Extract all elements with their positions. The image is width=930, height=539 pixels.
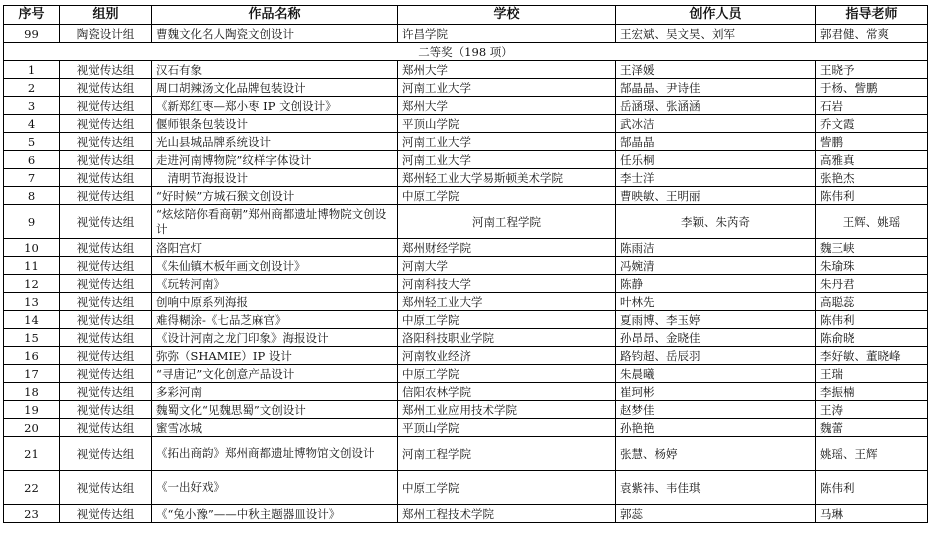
cell-group: 视觉传达组 bbox=[60, 205, 152, 239]
cell-number: 8 bbox=[4, 187, 60, 205]
table-row bbox=[4, 505, 928, 523]
cell-group: 视觉传达组 bbox=[60, 437, 152, 471]
cell-group: 视觉传达组 bbox=[60, 169, 152, 187]
cell-title: “好时候”方城石猴文创设计 bbox=[152, 187, 398, 205]
cell-number: 16 bbox=[4, 347, 60, 365]
cell-creators: 李士洋 bbox=[616, 169, 816, 187]
section-row bbox=[4, 43, 928, 61]
table-row bbox=[4, 187, 928, 205]
table-row bbox=[4, 169, 928, 187]
cell-advisor: 陈伟利 bbox=[816, 471, 928, 505]
cell-number: 11 bbox=[4, 257, 60, 275]
cell-advisor: 訾鹏 bbox=[816, 133, 928, 151]
cell-advisor: 魏蕾 bbox=[816, 419, 928, 437]
table-row bbox=[4, 97, 928, 115]
cell-advisor: 马琳 bbox=[816, 505, 928, 523]
cell-advisor: 王瑞 bbox=[816, 365, 928, 383]
cell-group: 视觉传达组 bbox=[60, 383, 152, 401]
cell-advisor: 张艳杰 bbox=[816, 169, 928, 187]
cell-title: 偃师银条包装设计 bbox=[152, 115, 398, 133]
cell-group: 视觉传达组 bbox=[60, 151, 152, 169]
table-row bbox=[4, 239, 928, 257]
cell-group: 视觉传达组 bbox=[60, 329, 152, 347]
table-row bbox=[4, 401, 928, 419]
cell-group: 陶瓷设计组 bbox=[60, 25, 152, 43]
cell-group: 视觉传达组 bbox=[60, 257, 152, 275]
cell-school: 中原工学院 bbox=[398, 365, 616, 383]
cell-group: 视觉传达组 bbox=[60, 419, 152, 437]
cell-group: 视觉传达组 bbox=[60, 505, 152, 523]
cell-school: 郑州轻工业大学 bbox=[398, 293, 616, 311]
table-row bbox=[4, 293, 928, 311]
cell-creators: 郭蕊 bbox=[616, 505, 816, 523]
cell-creators: 李颖、朱芮奇 bbox=[616, 205, 816, 239]
cell-title: 洛阳宫灯 bbox=[152, 239, 398, 257]
table-row bbox=[4, 25, 928, 43]
cell-creators: 崔珂彬 bbox=[616, 383, 816, 401]
cell-advisor: 王晓予 bbox=[816, 61, 928, 79]
cell-creators: 任乐桐 bbox=[616, 151, 816, 169]
cell-creators: 叶林先 bbox=[616, 293, 816, 311]
header-row bbox=[4, 6, 928, 25]
cell-number: 23 bbox=[4, 505, 60, 523]
cell-group: 视觉传达组 bbox=[60, 347, 152, 365]
cell-number: 5 bbox=[4, 133, 60, 151]
cell-number: 6 bbox=[4, 151, 60, 169]
cell-creators: 王泽媛 bbox=[616, 61, 816, 79]
cell-title: 《新郑红枣—郑小枣 IP 文创设计》 bbox=[152, 97, 398, 115]
cell-school: 平顶山学院 bbox=[398, 419, 616, 437]
awards-table-wrapper bbox=[3, 5, 927, 523]
cell-group: 视觉传达组 bbox=[60, 275, 152, 293]
cell-advisor: 乔文霞 bbox=[816, 115, 928, 133]
table-row bbox=[4, 133, 928, 151]
cell-school: 河南工程学院 bbox=[398, 205, 616, 239]
cell-group: 视觉传达组 bbox=[60, 293, 152, 311]
section-title: 二等奖（198 项） bbox=[4, 43, 928, 61]
cell-creators: 赵梦佳 bbox=[616, 401, 816, 419]
cell-advisor: 陈俞晓 bbox=[816, 329, 928, 347]
cell-title: 《玩转河南》 bbox=[152, 275, 398, 293]
cell-advisor: 石岩 bbox=[816, 97, 928, 115]
cell-number: 13 bbox=[4, 293, 60, 311]
cell-creators: 冯婉清 bbox=[616, 257, 816, 275]
cell-group: 视觉传达组 bbox=[60, 115, 152, 133]
cell-advisor: 陈伟利 bbox=[816, 311, 928, 329]
table-body bbox=[4, 25, 928, 523]
cell-creators: 曹映敏、王明丽 bbox=[616, 187, 816, 205]
cell-school: 信阳农林学院 bbox=[398, 383, 616, 401]
table-row bbox=[4, 151, 928, 169]
cell-number: 1 bbox=[4, 61, 60, 79]
cell-advisor: 高雅真 bbox=[816, 151, 928, 169]
cell-title: 《朱仙镇木板年画文创设计》 bbox=[152, 257, 398, 275]
table-row bbox=[4, 419, 928, 437]
header-group: 组别 bbox=[60, 6, 152, 25]
cell-school: 河南工业大学 bbox=[398, 133, 616, 151]
cell-creators: 孙艳艳 bbox=[616, 419, 816, 437]
cell-advisor: 于杨、訾鹏 bbox=[816, 79, 928, 97]
table-row bbox=[4, 61, 928, 79]
header-advisor: 指导老师 bbox=[816, 6, 928, 25]
cell-creators: 路钧超、岳辰羽 bbox=[616, 347, 816, 365]
cell-number: 19 bbox=[4, 401, 60, 419]
cell-creators: 王宏斌、吴文昊、刘军 bbox=[616, 25, 816, 43]
cell-creators: 袁紫祎、韦佳琪 bbox=[616, 471, 816, 505]
cell-title: 《拓出商韵》郑州商都遗址博物馆文创设计 bbox=[152, 437, 398, 471]
cell-school: 郑州工程技术学院 bbox=[398, 505, 616, 523]
cell-advisor: 高聪蕊 bbox=[816, 293, 928, 311]
table-row bbox=[4, 257, 928, 275]
cell-advisor: 王辉、姚瑶 bbox=[816, 205, 928, 239]
cell-group: 视觉传达组 bbox=[60, 97, 152, 115]
cell-school: 河南工程学院 bbox=[398, 437, 616, 471]
header-school: 学校 bbox=[398, 6, 616, 25]
cell-title: 多彩河南 bbox=[152, 383, 398, 401]
cell-number: 2 bbox=[4, 79, 60, 97]
cell-title: 走进河南博物院”纹样字体设计 bbox=[152, 151, 398, 169]
table-row bbox=[4, 329, 928, 347]
cell-title: 创响中原系列海报 bbox=[152, 293, 398, 311]
header-creators: 创作人员 bbox=[616, 6, 816, 25]
cell-advisor: 李振楠 bbox=[816, 383, 928, 401]
cell-number: 12 bbox=[4, 275, 60, 293]
cell-school: 河南牧业经济 bbox=[398, 347, 616, 365]
cell-group: 视觉传达组 bbox=[60, 239, 152, 257]
cell-creators: 张慧、杨婷 bbox=[616, 437, 816, 471]
cell-creators: 岳涵璟、张涵涵 bbox=[616, 97, 816, 115]
table-row bbox=[4, 437, 928, 471]
cell-number: 10 bbox=[4, 239, 60, 257]
cell-title: 魏蜀文化“见魏思蜀”文创设计 bbox=[152, 401, 398, 419]
cell-title: 《一出好戏》 bbox=[152, 471, 398, 505]
cell-number: 4 bbox=[4, 115, 60, 133]
cell-group: 视觉传达组 bbox=[60, 471, 152, 505]
cell-advisor: 郭君健、常爽 bbox=[816, 25, 928, 43]
cell-advisor: 魏三峡 bbox=[816, 239, 928, 257]
cell-number: 9 bbox=[4, 205, 60, 239]
cell-number: 99 bbox=[4, 25, 60, 43]
cell-school: 许昌学院 bbox=[398, 25, 616, 43]
table-row bbox=[4, 275, 928, 293]
cell-school: 中原工学院 bbox=[398, 187, 616, 205]
cell-title: 汉石有象 bbox=[152, 61, 398, 79]
cell-advisor: 姚瑶、王辉 bbox=[816, 437, 928, 471]
table-row bbox=[4, 79, 928, 97]
cell-school: 河南工业大学 bbox=[398, 151, 616, 169]
cell-number: 20 bbox=[4, 419, 60, 437]
cell-school: 中原工学院 bbox=[398, 471, 616, 505]
cell-school: 洛阳科技职业学院 bbox=[398, 329, 616, 347]
cell-advisor: 陈伟利 bbox=[816, 187, 928, 205]
cell-title: “寻唐记”文化创意产品设计 bbox=[152, 365, 398, 383]
cell-creators: 朱晨曦 bbox=[616, 365, 816, 383]
cell-title: “炫炫陪你看商朝”郑州商都遗址博物院文创设计 bbox=[152, 205, 398, 239]
cell-title: 《设计河南之龙门印象》海报设计 bbox=[152, 329, 398, 347]
cell-school: 郑州轻工业大学易斯顿美术学院 bbox=[398, 169, 616, 187]
cell-group: 视觉传达组 bbox=[60, 311, 152, 329]
cell-group: 视觉传达组 bbox=[60, 365, 152, 383]
cell-creators: 夏雨博、李玉婷 bbox=[616, 311, 816, 329]
cell-creators: 孙昂昂、金晓佳 bbox=[616, 329, 816, 347]
cell-group: 视觉传达组 bbox=[60, 401, 152, 419]
cell-school: 河南大学 bbox=[398, 257, 616, 275]
table-row bbox=[4, 347, 928, 365]
cell-school: 河南工业大学 bbox=[398, 79, 616, 97]
cell-advisor: 李好敏、董晓峰 bbox=[816, 347, 928, 365]
cell-number: 22 bbox=[4, 471, 60, 505]
table-row bbox=[4, 471, 928, 505]
cell-school: 河南科技大学 bbox=[398, 275, 616, 293]
cell-school: 平顶山学院 bbox=[398, 115, 616, 133]
cell-advisor: 朱瑜珠 bbox=[816, 257, 928, 275]
cell-number: 3 bbox=[4, 97, 60, 115]
cell-school: 郑州财经学院 bbox=[398, 239, 616, 257]
cell-title: 弥弥（SHAMIE）IP 设计 bbox=[152, 347, 398, 365]
cell-title: 难得糊涂-《七品芝麻官》 bbox=[152, 311, 398, 329]
cell-creators: 郜晶晶 bbox=[616, 133, 816, 151]
awards-table bbox=[3, 5, 928, 523]
cell-school: 郑州大学 bbox=[398, 97, 616, 115]
table-row bbox=[4, 205, 928, 239]
cell-title: 周口胡辣汤文化品牌包装设计 bbox=[152, 79, 398, 97]
cell-title: 曹魏文化名人陶瓷文创设计 bbox=[152, 25, 398, 43]
cell-group: 视觉传达组 bbox=[60, 133, 152, 151]
cell-number: 7 bbox=[4, 169, 60, 187]
cell-group: 视觉传达组 bbox=[60, 187, 152, 205]
cell-number: 18 bbox=[4, 383, 60, 401]
table-row bbox=[4, 365, 928, 383]
cell-group: 视觉传达组 bbox=[60, 79, 152, 97]
cell-advisor: 王涛 bbox=[816, 401, 928, 419]
cell-number: 14 bbox=[4, 311, 60, 329]
cell-title: 清明节海报设计 bbox=[152, 169, 398, 187]
cell-creators: 武冰洁 bbox=[616, 115, 816, 133]
cell-advisor: 朱丹君 bbox=[816, 275, 928, 293]
cell-title: 光山县城品牌系统设计 bbox=[152, 133, 398, 151]
cell-creators: 陈雨洁 bbox=[616, 239, 816, 257]
cell-number: 21 bbox=[4, 437, 60, 471]
cell-school: 郑州大学 bbox=[398, 61, 616, 79]
header-title: 作品名称 bbox=[152, 6, 398, 25]
cell-title: 《“兔小豫”——中秋主题器皿设计》 bbox=[152, 505, 398, 523]
header-number: 序号 bbox=[4, 6, 60, 25]
table-row bbox=[4, 311, 928, 329]
table-row bbox=[4, 383, 928, 401]
cell-group: 视觉传达组 bbox=[60, 61, 152, 79]
cell-number: 17 bbox=[4, 365, 60, 383]
cell-creators: 陈静 bbox=[616, 275, 816, 293]
cell-school: 中原工学院 bbox=[398, 311, 616, 329]
table-row bbox=[4, 115, 928, 133]
cell-creators: 郜晶晶、尹诗佳 bbox=[616, 79, 816, 97]
cell-title: 蜜雪冰城 bbox=[152, 419, 398, 437]
cell-number: 15 bbox=[4, 329, 60, 347]
cell-school: 郑州工业应用技术学院 bbox=[398, 401, 616, 419]
